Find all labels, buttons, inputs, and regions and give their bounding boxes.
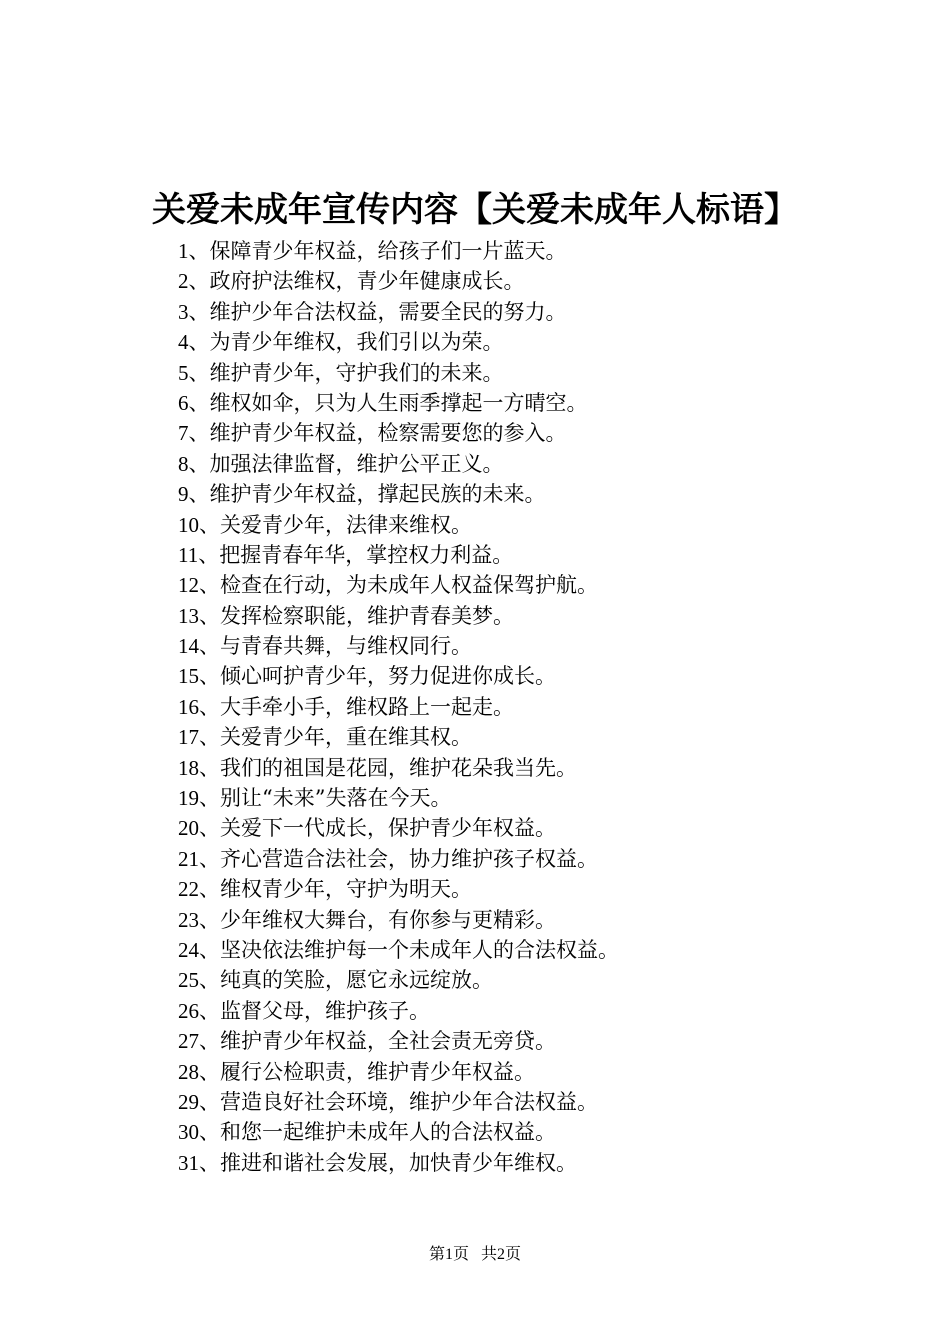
- page-footer: [0, 1243, 950, 1267]
- item-text: 检查在行动，为未成年人权益保驾护航。: [220, 573, 598, 598]
- item-number: 16、: [178, 694, 220, 719]
- item-text: 别让“未来”失落在今天。: [220, 786, 452, 811]
- item-text: 大手牵小手，维权路上一起走。: [220, 694, 514, 719]
- item-number: 8、: [178, 451, 210, 476]
- item-number: 26、: [178, 998, 220, 1023]
- item-number: 5、: [178, 360, 210, 385]
- item-text: 和您一起维护未成年人的合法权益。: [220, 1120, 556, 1145]
- item-number: 15、: [178, 664, 220, 689]
- item-number: 18、: [178, 755, 220, 780]
- item-text: 履行公检职责，维护青少年权益。: [220, 1059, 535, 1084]
- list-item: [178, 722, 878, 752]
- item-number: 23、: [178, 907, 220, 932]
- item-text: 我们的祖国是花园，维护花朵我当先。: [220, 755, 577, 780]
- item-number: 4、: [178, 330, 210, 355]
- item-text: 为青少年维权，我们引以为荣。: [209, 330, 504, 355]
- page-total: 共2页: [481, 1246, 522, 1263]
- item-number: 14、: [178, 634, 220, 659]
- item-number: 31、: [178, 1150, 220, 1175]
- item-text: 监督父母，维护孩子。: [220, 998, 430, 1023]
- item-number: 20、: [178, 816, 220, 841]
- item-number: 11、: [178, 542, 220, 567]
- item-text: 维护青少年，守护我们的未来。: [209, 360, 504, 385]
- item-text: 倾心呵护青少年，努力促进你成长。: [220, 664, 556, 689]
- item-number: 21、: [178, 846, 220, 871]
- item-number: 13、: [178, 603, 220, 628]
- item-number: 30、: [178, 1120, 220, 1145]
- item-number: 29、: [178, 1089, 220, 1114]
- item-number: 19、: [178, 786, 220, 811]
- item-number: 28、: [178, 1059, 220, 1084]
- item-text: 关爱青少年，法律来维权。: [220, 512, 472, 537]
- list-item: [178, 1148, 878, 1178]
- list-item: [178, 1087, 878, 1117]
- list-item: [178, 510, 878, 540]
- list-item: [178, 783, 878, 813]
- item-text: 维护青少年权益，全社会责无旁贷。: [220, 1029, 556, 1054]
- page-number: 第1页: [428, 1246, 469, 1263]
- item-number: 22、: [178, 877, 220, 902]
- list-item: [178, 601, 878, 631]
- item-number: 12、: [178, 573, 220, 598]
- list-item: [178, 813, 878, 843]
- list-item: [178, 236, 878, 266]
- list-item: [178, 1117, 878, 1147]
- list-item: [178, 692, 878, 722]
- item-number: 7、: [178, 421, 210, 446]
- list-item: [178, 449, 878, 479]
- item-number: 6、: [178, 390, 210, 415]
- slogan-list: [178, 236, 878, 1178]
- item-text: 维护少年合法权益，需要全民的努力。: [209, 299, 567, 324]
- item-text: 与青春共舞，与维权同行。: [220, 634, 472, 659]
- list-item: [178, 570, 878, 600]
- list-item: [178, 540, 878, 570]
- list-item: [178, 905, 878, 935]
- list-item: [178, 358, 878, 388]
- item-text: 维权青少年，守护为明天。: [220, 877, 472, 902]
- list-item: [178, 661, 878, 691]
- list-item: [178, 1026, 878, 1056]
- item-text: 发挥检察职能，维护青春美梦。: [220, 603, 514, 628]
- item-text: 维护青少年权益，检察需要您的参入。: [209, 421, 567, 446]
- item-text: 纯真的笑脸，愿它永远绽放。: [220, 968, 493, 993]
- item-number: 10、: [178, 512, 220, 537]
- list-item: [178, 935, 878, 965]
- item-number: 24、: [178, 937, 220, 962]
- item-text: 政府护法维权，青少年健康成长。: [209, 269, 525, 294]
- item-text: 少年维权大舞台，有你参与更精彩。: [220, 907, 556, 932]
- list-item: [178, 1057, 878, 1087]
- list-item: [178, 844, 878, 874]
- list-item: [178, 479, 878, 509]
- item-text: 把握青春年华，掌控权力利益。: [219, 542, 514, 567]
- list-item: [178, 266, 878, 296]
- item-number: 3、: [178, 299, 210, 324]
- item-text: 加强法律监督，维护公平正义。: [209, 451, 504, 476]
- item-number: 25、: [178, 968, 220, 993]
- item-text: 关爱青少年，重在维其权。: [220, 725, 472, 750]
- list-item: [178, 327, 878, 357]
- item-text: 营造良好社会环境，维护少年合法权益。: [220, 1089, 598, 1114]
- item-text: 关爱下一代成长，保护青少年权益。: [220, 816, 556, 841]
- list-item: [178, 631, 878, 661]
- item-text: 齐心营造合法社会，协力维护孩子权益。: [220, 846, 598, 871]
- item-number: 27、: [178, 1029, 220, 1054]
- list-item: [178, 297, 878, 327]
- document-title: 关爱未成年宣传内容【关爱未成年人标语】: [152, 190, 798, 230]
- list-item: [178, 418, 878, 448]
- item-text: 推进和谐社会发展，加快青少年维权。: [220, 1150, 577, 1175]
- list-item: [178, 874, 878, 904]
- list-item: [178, 996, 878, 1026]
- item-text: 坚决依法维护每一个未成年人的合法权益。: [220, 937, 619, 962]
- list-item: [178, 388, 878, 418]
- item-text: 维护青少年权益，撑起民族的未来。: [209, 482, 546, 507]
- item-number: 17、: [178, 725, 220, 750]
- list-item: [178, 753, 878, 783]
- list-item: [178, 965, 878, 995]
- item-text: 保障青少年权益，给孩子们一片蓝天。: [209, 239, 567, 263]
- item-text: 维权如伞，只为人生雨季撑起一方晴空。: [209, 390, 588, 415]
- item-number: 2、: [178, 269, 210, 294]
- item-number: 9、: [178, 482, 210, 507]
- item-number: 1、: [178, 239, 210, 263]
